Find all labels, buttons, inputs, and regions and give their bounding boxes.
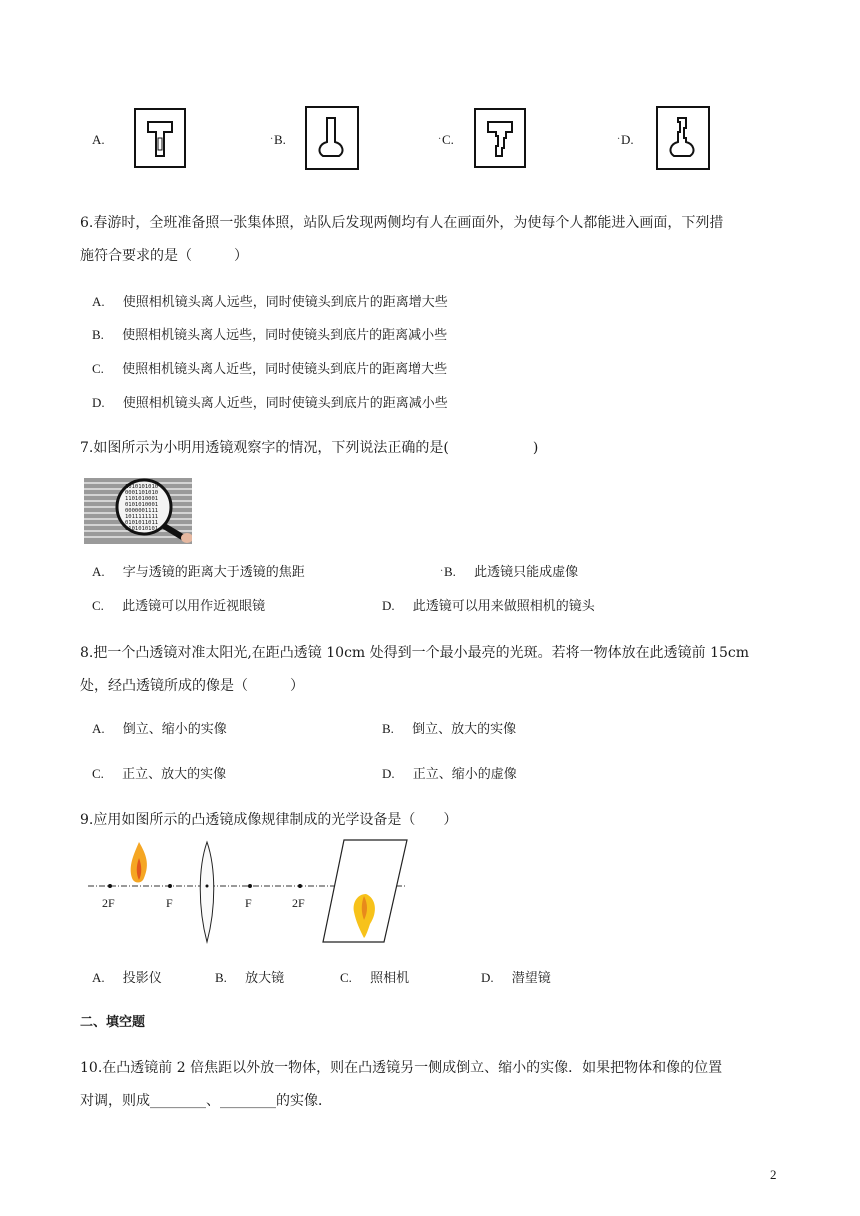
q9-option-c[interactable]	[340, 969, 409, 988]
anchor-mark: ·	[440, 566, 444, 577]
q9-option-a-text: 投影仪	[122, 971, 162, 986]
magnified-row: 1011111111	[125, 514, 159, 520]
q7-stem: 7.如图所示为小明用透镜观察字的情况，下列说法正确的是( )	[80, 440, 539, 456]
anchor-mark: ·	[270, 134, 274, 145]
q9-option-c-text: 照相机	[370, 971, 410, 986]
q5-option-b-label: B.	[274, 132, 286, 147]
magnified-row: 0101010001	[125, 502, 159, 508]
q7-option-c-label: C.	[92, 598, 104, 613]
q6-option-a-text: 使照相机镜头离人远些，同时使镜头到底片的距离增大些	[122, 295, 448, 310]
q6-option-c-label: C.	[92, 361, 104, 376]
q9-option-c-label: C.	[340, 970, 352, 985]
q8-option-a-text: 倒立、缩小的实像	[122, 722, 227, 737]
q6-stem-line2: 施符合要求的是（ ）	[80, 248, 248, 264]
key-shape-b-icon	[307, 108, 357, 168]
q6-option-b-label: B.	[92, 327, 104, 342]
q8-option-a[interactable]	[92, 720, 227, 739]
q5-option-a-label: A.	[92, 132, 105, 147]
q8-option-b-text: 倒立、放大的实像	[412, 722, 517, 737]
q6-stem-line1: 6.春游时，全班准备照一张集体照，站队后发现两侧均有人在画面外，为使每个人都能进入画面，下列措	[80, 215, 724, 231]
q9-option-b-text: 放大镜	[245, 971, 285, 986]
q6-option-c-text: 使照相机镜头离人近些，同时使镜头到底片的距离增大些	[122, 362, 448, 377]
q8-option-d-label: D.	[382, 766, 395, 781]
q5-option-a-figure	[134, 108, 186, 168]
anchor-mark: ·	[617, 134, 621, 145]
q6-option-a-label: A.	[92, 294, 105, 309]
q8-option-d-text: 正立、缩小的虚像	[412, 767, 517, 782]
q7-option-d[interactable]	[382, 597, 595, 616]
q7-option-b-label: B.	[444, 564, 456, 579]
q6-option-b-text: 使照相机镜头离人远些，同时使镜头到底片的距离减小些	[122, 328, 448, 343]
q6-option-c[interactable]	[92, 360, 447, 379]
magnified-row: 0101011011	[125, 520, 159, 526]
q8-option-c-text: 正立、放大的实像	[122, 767, 227, 782]
section-heading: 二、填空题	[80, 1015, 146, 1030]
q8-option-d[interactable]	[382, 765, 517, 784]
axis-label-f-left: F	[166, 896, 173, 910]
magnified-row: 1010101010	[125, 484, 159, 490]
convex-lens-diagram-icon	[84, 838, 414, 950]
q9-option-b[interactable]	[215, 969, 284, 988]
axis-label-2f-left: 2F	[102, 896, 115, 910]
q6-option-d-label: D.	[92, 395, 105, 410]
q9-option-a[interactable]	[92, 969, 162, 988]
q7-option-a-text: 字与透镜的距离大于透镜的焦距	[122, 565, 305, 580]
key-shape-d-icon	[658, 108, 708, 168]
q6-option-a[interactable]	[92, 293, 448, 312]
q8-option-c[interactable]	[92, 765, 226, 784]
q9-option-d-text: 潜望镜	[511, 971, 551, 986]
q8-option-b[interactable]	[382, 720, 516, 739]
anchor-mark: ·	[438, 134, 442, 145]
axis-label-f-right: F	[245, 896, 252, 910]
q7-option-b-text: 此透镜只能成虚像	[474, 565, 579, 580]
q7-magnifier-image	[84, 478, 192, 544]
q8-option-c-label: C.	[92, 766, 104, 781]
q8-option-a-label: A.	[92, 721, 105, 736]
q9-option-d-label: D.	[481, 970, 494, 985]
q10-stem-line1: 10.在凸透镜前 2 倍焦距以外放一物体，则在凸透镜另一侧成倒立、缩小的实像．如果把物体和像的位置	[80, 1060, 723, 1076]
q5-option-d-figure	[656, 106, 710, 170]
q7-option-d-label: D.	[382, 598, 395, 613]
key-shape-c-icon	[476, 110, 524, 166]
q5-option-c-figure	[474, 108, 526, 168]
q9-stem: 9.应用如图所示的凸透镜成像规律制成的光学设备是（ ）	[80, 812, 458, 828]
q6-option-b[interactable]	[92, 326, 447, 345]
key-shape-a-icon	[136, 110, 184, 166]
q9-option-a-label: A.	[92, 970, 105, 985]
q7-option-c[interactable]	[92, 597, 265, 616]
magnified-row: 0000001111	[125, 508, 159, 514]
q8-option-b-label: B.	[382, 721, 394, 736]
q8-stem-line2: 处，经凸透镜所成的像是（ ）	[80, 678, 304, 694]
magnified-row: 0101010101	[125, 526, 159, 532]
q7-option-c-text: 此透镜可以用作近视眼镜	[122, 599, 266, 614]
page-number: 2	[770, 1167, 777, 1182]
q10-stem-line2: 对调，则成________、________的实像．	[80, 1093, 332, 1109]
q9-option-d[interactable]	[481, 969, 551, 988]
candle-flame-icon	[131, 842, 147, 883]
q9-lens-diagram	[84, 838, 414, 950]
q5-option-b-figure	[305, 106, 359, 170]
magnified-row: 1101010001	[125, 496, 159, 502]
magnified-row: 0001101010	[125, 490, 159, 496]
q7-option-a[interactable]	[92, 563, 305, 582]
q8-stem-line1: 8.把一个凸透镜对准太阳光,在距凸透镜 10cm 处得到一个最小最亮的光斑。若将一物体放在此透镜前 15cm	[80, 645, 750, 661]
q5-option-c-label: C.	[442, 132, 454, 147]
q7-option-d-text: 此透镜可以用来做照相机的镜头	[412, 599, 595, 614]
magnifier-text	[125, 484, 165, 532]
q7-option-b[interactable]	[444, 563, 578, 582]
q6-option-d-text: 使照相机镜头离人近些，同时使镜头到底片的距离减小些	[122, 396, 448, 411]
q9-option-b-label: B.	[215, 970, 227, 985]
q7-option-a-label: A.	[92, 564, 105, 579]
axis-label-2f-right: 2F	[292, 896, 305, 910]
q6-option-d[interactable]	[92, 394, 448, 413]
q5-option-d-label: D.	[621, 132, 634, 147]
